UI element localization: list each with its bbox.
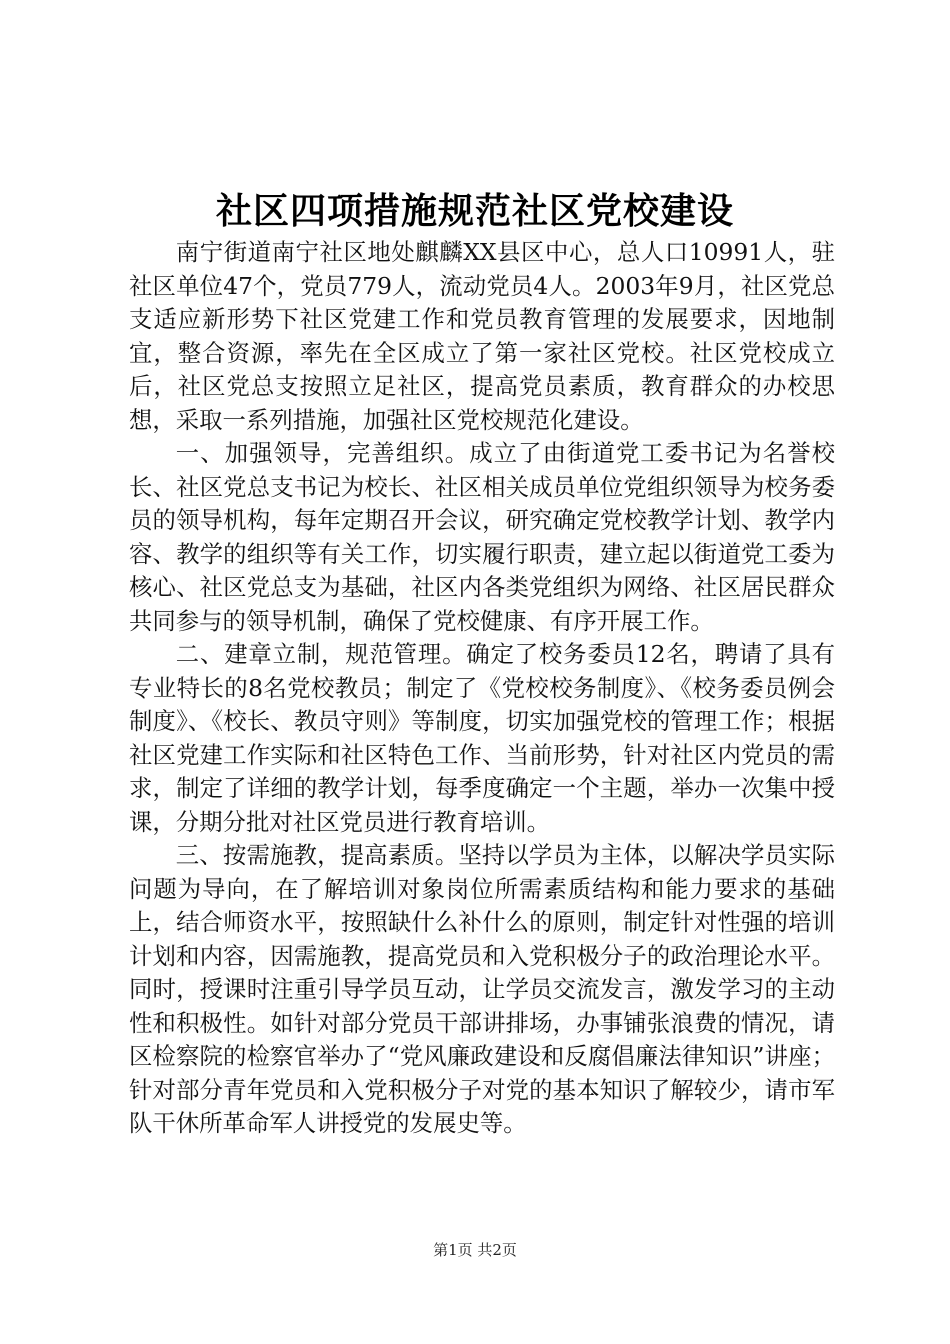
- document-body: [129, 236, 835, 1141]
- paragraph-intro: 南宁街道南宁社区地处麒麟XX县区中心，总人口10991人，驻社区单位47个，党员779人，流动党员4人。2003年9月，社区党总支适应新形势下社区党建工作和党员教育管理的发展要求，因地制宜，整合资源，率先在全区成立了第一家社区党校。社区党校成立后，社区党总支按照立足社区，提高党员素质，教育群众的办校思想，采取一系列措施，加强社区党校规范化建设。: [129, 238, 835, 434]
- paragraph-section-2: 二、建章立制，规范管理。确定了校务委员12名，聘请了具有专业特长的8名党校教员；制定了《党校校务制度》、《校务委员例会制度》、《校长、教员守则》等制度，切实加强党校的管理工作；根据社区党建工作实际和社区特色工作、当前形势，针对社区内党员的需求，制定了详细的教学计划，每季度确定一个主题，举办一次集中授课，分期分批对社区党员进行教育培训。: [129, 640, 835, 836]
- document-title: 社区四项措施规范社区党校建设: [215, 190, 734, 232]
- paragraph-section-3: 三、按需施教，提高素质。坚持以学员为主体，以解决学员实际问题为导向，在了解培训对象岗位所需素质结构和能力要求的基础上，结合师资水平，按照缺什么补什么的原则，制定针对性强的培训计划和内容，因需施教，提高党员和入党积极分子的政治理论水平。同时，授课时注重引导学员互动，让学员交流发言，激发学习的主动性和积极性。如针对部分党员干部讲排场，办事铺张浪费的情况，请区检察院的检察官举办了“党风廉政建设和反腐倡廉法律知识”讲座；针对部分青年党员和入党积极分子对党的基本知识了解较少，请市军队干休所革命军人讲授党的发展史等。: [129, 841, 835, 1137]
- page-number-footer: 第1页 共2页: [433, 1241, 517, 1259]
- paragraph-section-1: 一、加强领导，完善组织。成立了由街道党工委书记为名誉校长、社区党总支书记为校长、社区相关成员单位党组织领导为校务委员的领导机构，每年定期召开会议，研究确定党校教学计划、教学内容、教学的组织等有关工作，切实履行职责，建立起以街道党工委为核心、社区党总支为基础，社区内各类党组织为网络、社区居民群众共同参与的领导机制，确保了党校健康、有序开展工作。: [129, 439, 835, 635]
